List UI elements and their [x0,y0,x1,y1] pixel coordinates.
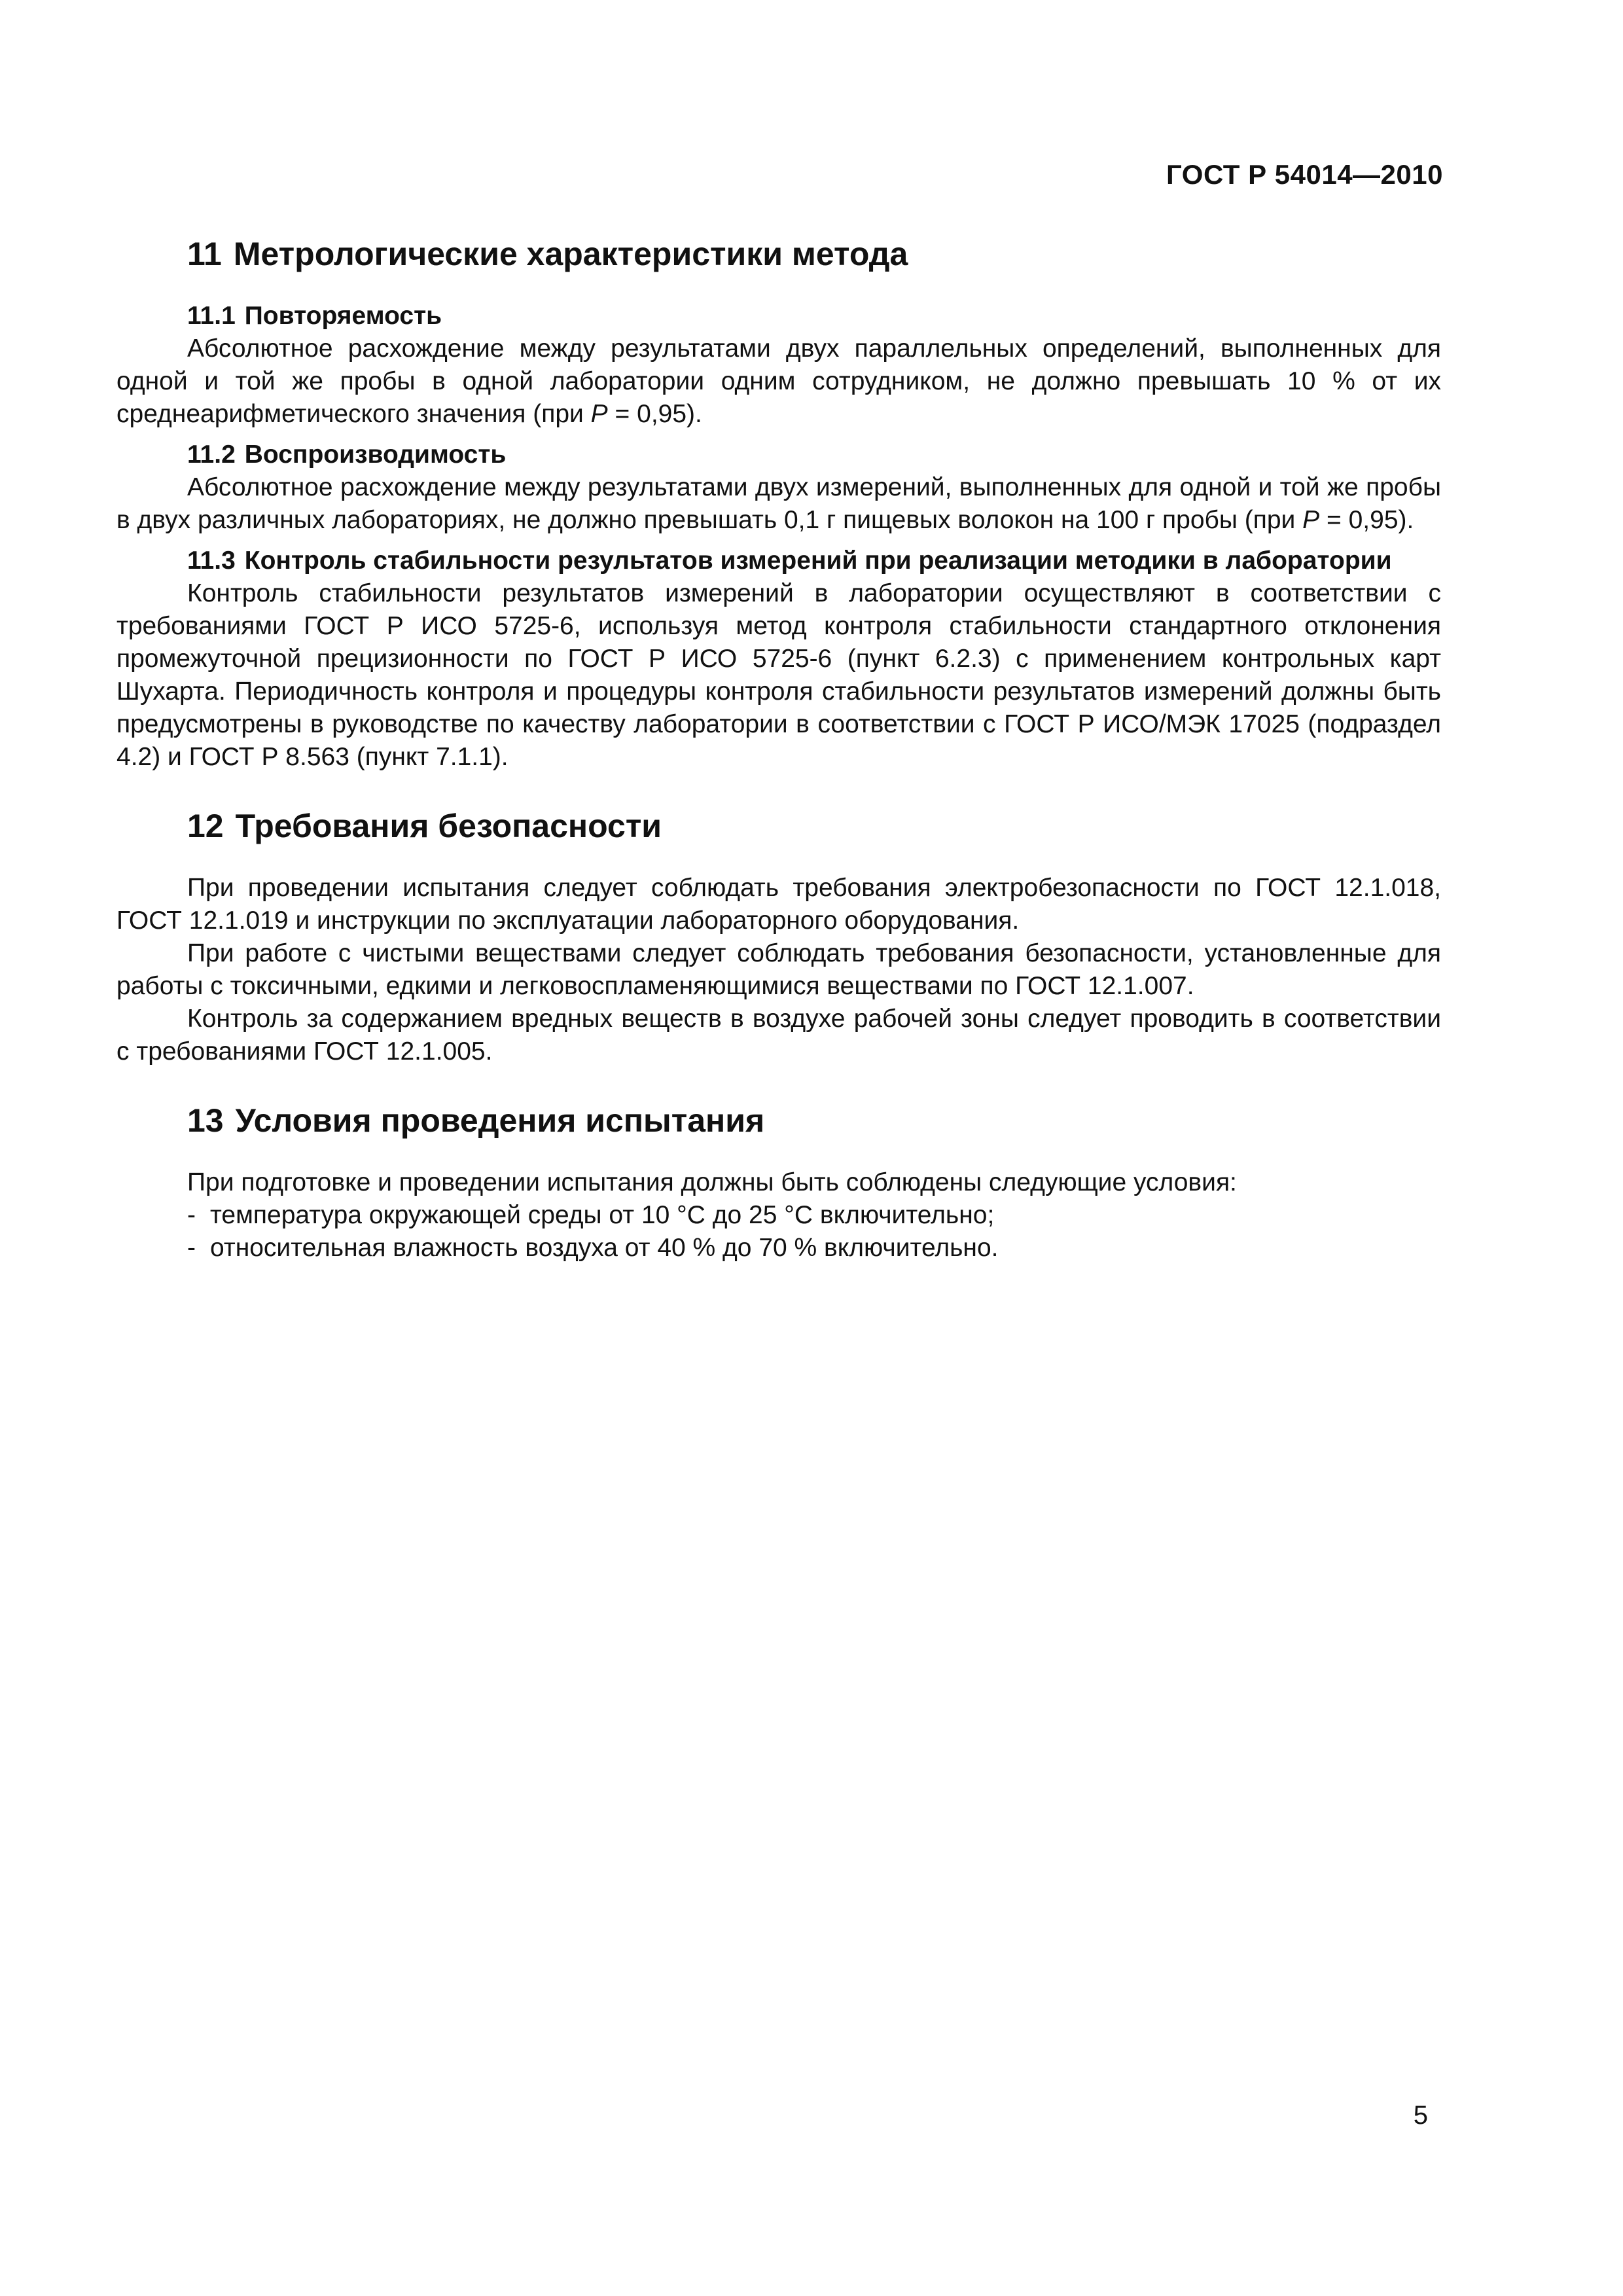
subsection-11-3-title: Контроль стабильности результатов измерений при реализации методики в лаборатории [244,547,1392,575]
list-item [116,1232,1441,1265]
paragraph-text: Абсолютное расхождение между результатами двух параллельных определений, выполненных для одной и той же пробы в одной лаборатории одним сотрудником, не должно превышать 10 % от их среднеарифметического значения (при [116,334,1441,428]
subsection-11-1-paragraph [116,332,1441,431]
list-dash: - [187,1201,196,1229]
subsection-11-3-heading [116,545,1441,577]
section-12-paragraph-2: При работе с чистыми веществами следует соблюдать требования безопасности, установленные для работы с токсичными, едкими и легковоспламеняющимися веществами по ГОСТ 12.1.007. [116,939,1441,1000]
section-12-number: 12 [187,808,224,844]
paragraph-text: Абсолютное расхождение между результатами двух измерений, выполненных для одной и той же пробы в двух различных лабораториях, не должно превышать 0,1 г пищевых волокон на 100 г пробы (при [116,473,1441,534]
section-12-heading [116,806,1441,846]
section-12-paragraph-1: При проведении испытания следует соблюдать требования электробезопасности по ГОСТ 12.1.018, ГОСТ 12.1.019 и инструкции по эксплуатации лабораторного оборудования. [116,874,1441,935]
section-12-title: Требования безопасности [235,808,662,844]
subsection-11-3-number: 11.3 [187,547,236,575]
document-code-header: ГОСТ Р 54014—2010 [1166,159,1443,190]
section-13-heading [116,1101,1441,1140]
document-body [116,223,1441,1265]
variable-p: P [590,400,608,428]
list-dash: - [187,1234,196,1262]
list-item-text: температура окружающей среды от 10 °С до 25 °С включительно; [210,1201,995,1229]
subsection-11-2-number: 11.2 [187,440,236,469]
page-number: 5 [1413,2101,1428,2130]
section-12-paragraph-3: Контроль за содержанием вредных веществ в воздухе рабочей зоны следует проводить в соответствии с требованиями ГОСТ 12.1.005. [116,1005,1441,1066]
list-item-text: относительная влажность воздуха от 40 % до 70 % включительно. [210,1234,999,1262]
section-11-number: 11 [187,236,222,272]
list-item [116,1199,1441,1232]
subsection-11-1-title: Повторяемость [244,302,442,330]
subsection-11-2-heading [116,439,1441,471]
section-13-title: Условия проведения испытания [235,1102,765,1139]
subsection-11-3-paragraph: Контроль стабильности результатов измерений в лаборатории осуществляют в соответствии с требованиями ГОСТ Р ИСО 5725-6, используя метод контроля стабильности стандартного отклонения промежуточной прецизионности по ГОСТ Р ИСО 5725-6 (пункт 6.2.3) с применением контрольных карт Шухарта. Периодичность контроля и процедуры контроля стабильности результатов измерений должны быть предусмотрены в руководстве по качеству лаборатории в соответствии с ГОСТ Р ИСО/МЭК 17025 (подраздел 4.2) и ГОСТ Р 8.563 (пункт 7.1.1). [116,579,1441,771]
section-13-number: 13 [187,1102,224,1139]
subsection-11-2-title: Воспроизводимость [244,440,507,469]
paragraph-text-end: = 0,95). [1319,506,1414,534]
paragraph-text-end: = 0,95). [607,400,702,428]
section-13-intro: При подготовке и проведении испытания должны быть соблюдены следующие условия: [187,1168,1237,1196]
variable-p: P [1302,506,1320,534]
subsection-11-2-paragraph [116,471,1441,537]
section-11-title: Метрологические характеристики метода [233,236,908,272]
section-11-heading [116,234,1441,274]
subsection-11-1-number: 11.1 [187,302,236,330]
subsection-11-1-heading [116,300,1441,332]
